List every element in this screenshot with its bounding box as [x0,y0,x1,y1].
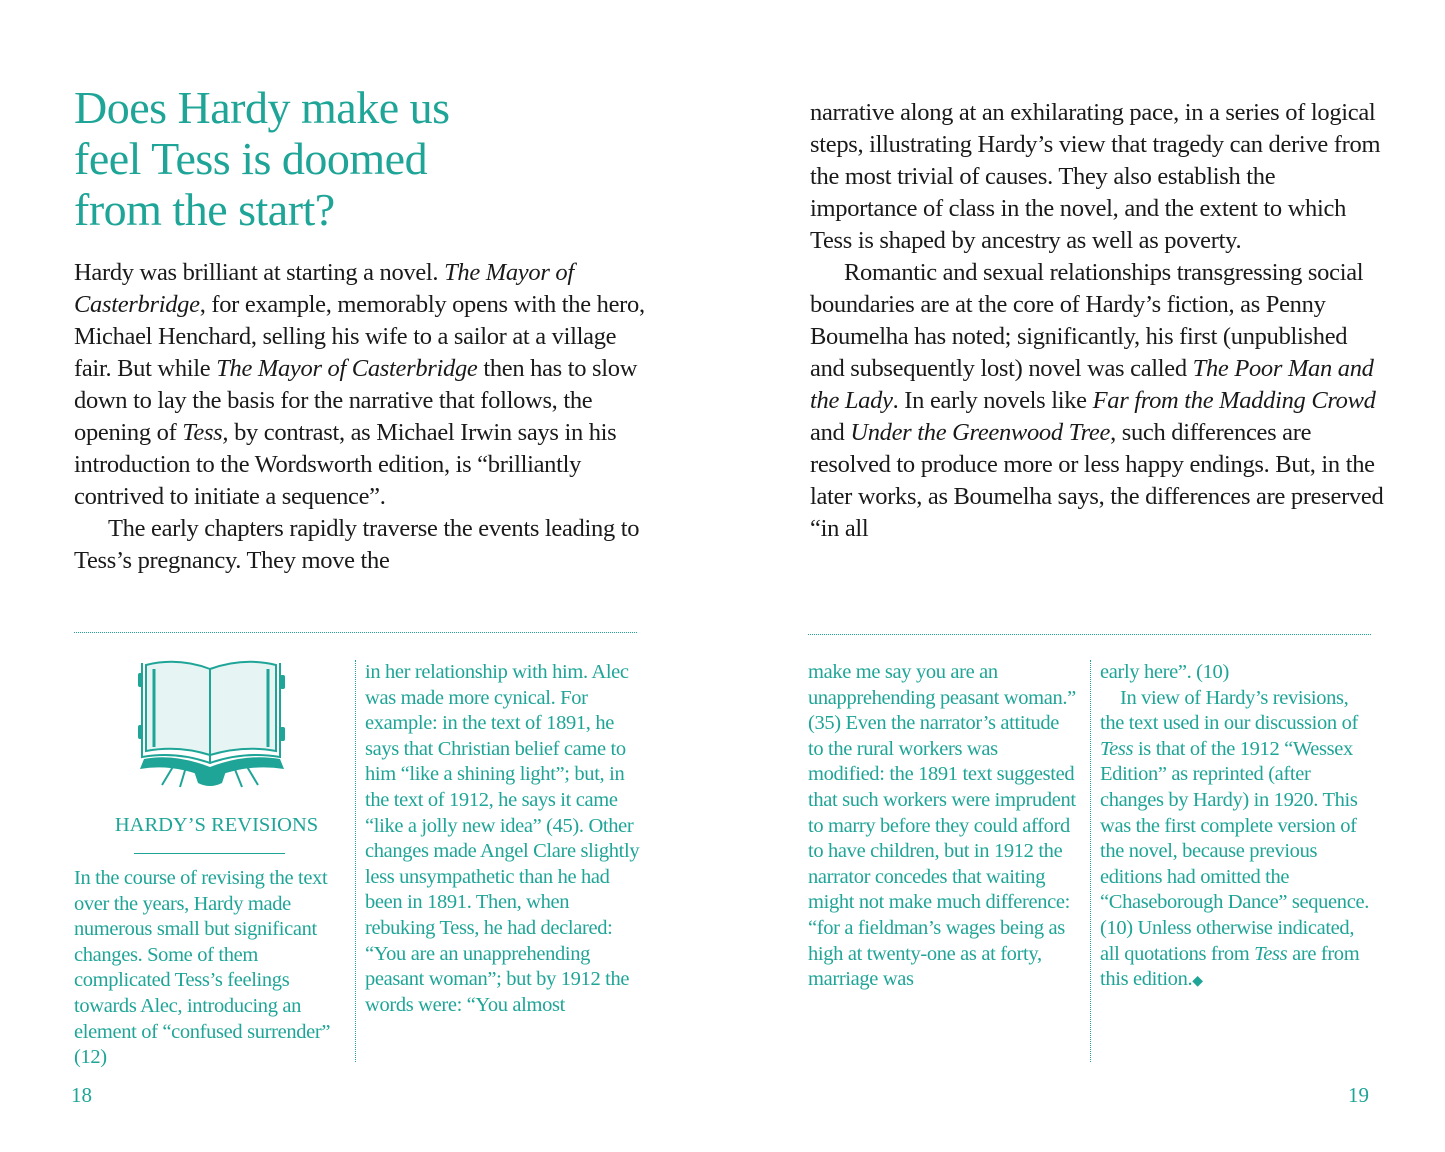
revisions-column-4 [1100,660,1375,995]
paragraph [74,866,346,1071]
paragraph [1100,686,1375,995]
italic-title: Tess [1100,737,1134,760]
italic-title: The Poor Man and the Lady [810,355,1374,414]
italic-title: Far from the Madding Crowd [1092,387,1376,414]
revisions-column-3 [808,660,1076,993]
paragraph [808,660,1076,993]
text-run: In the course of revising the text over the years, Hardy made numerous small but significant changes. Some of them complicated Tess’s feelings towards Alec, introducing an element of “confused surrender” (12) [74,867,331,1069]
text-run: narrative along at an exhilarating pace, in a series of logical steps, illustrating Hardy’s view that tragedy can derive from the most trivial of causes. They also establish the importance of class in the novel, and the extent to which Tess is shaped by ancestry as well as poverty. [810,99,1381,254]
heading-underline [134,853,285,854]
left-main-text [74,257,649,577]
text-run: early here”. (10) [1100,661,1229,683]
text-run: Romantic and sexual relationships transgressing social boundaries are at the core of Hardy’s fiction, as Penny Boumelha has noted; significantly, his first (unpublished and subsequently lost) novel was called [810,259,1364,382]
text-run: is that of the 1912 “Wessex Edition” as reprinted (after changes by Hardy) in 1920. This was the first complete version of the novel, because previous editions had omitted the “Chaseborough Dance” sequence. (10) Unless otherwise indicated, all quotations from [1100,737,1369,965]
paragraph [74,257,649,513]
italic-title: The Mayor of Casterbridge [74,259,574,318]
text-run: in her relationship with him. Alec was made more cynical. For example: in the text of 1891, he says that Christian belief came to him “like a shining light”; but, in the text of 1912, he says it came “like a jolly new idea” (45). Other changes made Angel Clare slightly less unsympathetic than he had been in 1891. Then, when rebuking Tess, he had declared: “You are an unapprehending peasant woman”; but by 1912 the words were: “You almost [365,661,640,1016]
page-number-left: 18 [71,1083,92,1107]
revisions-heading: HARDY’S REVISIONS [114,814,319,836]
text-run: , for example, memorably opens with the hero, Michael Henchard, selling his wife to a sailor at a village fair. But while [74,291,645,382]
text-run: In view of Hardy’s revisions, the text used in our discussion of [1100,686,1358,735]
text-run: Hardy was brilliant at starting a novel. [74,259,445,286]
column-divider [1090,660,1091,1062]
open-book-icon [134,655,290,789]
text-run: make me say you are an unapprehending peasant woman.” (35) Even the narrator’s attitude to the rural workers was modified: the 1891 text suggested that such workers were imprudent to marry before they could afford to have children, but in 1912 the narrator concedes that waiting might not make much difference: “for a fieldman’s wages being as high at twenty-one as at forty, marriage was [808,661,1076,991]
section-divider [74,632,637,633]
title-line: feel Tess is doomed [74,133,428,184]
text-run: , such differences are resolved to produce more or less happy endings. But, in the later works, as Boumelha says, the differences are preserved “in all [810,419,1384,542]
text-run: The early chapters rapidly traverse the events leading to Tess’s pregnancy. They move the [74,515,640,574]
text-run: and [810,419,851,446]
column-divider [355,660,356,1062]
paragraph [365,660,643,1018]
italic-title: Tess, [182,419,229,446]
paragraph [810,257,1385,545]
italic-title: Tess [1254,942,1288,965]
end-mark-icon: ◆ [1192,974,1203,990]
paragraph [74,513,649,577]
text-run: then has to slow down to lay the basis for the narrative that follows, the opening of [74,355,638,446]
text-run: . In early novels like [892,387,1093,414]
text-run: by contrast, as Michael Irwin says in his introduction to the Wordsworth edition, is “brilliantly contrived to initiate a sequence”. [74,419,617,510]
title-line: from the start? [74,184,335,235]
title-line: Does Hardy make us [74,82,450,133]
revisions-column-1 [74,866,346,1071]
right-main-text [810,97,1385,545]
italic-title: The Mayor of Casterbridge [216,355,478,382]
page-number-right: 19 [1348,1083,1369,1107]
revisions-column-2 [365,660,643,1018]
paragraph-text [1100,687,1369,991]
section-divider [808,634,1371,635]
paragraph [1100,660,1375,686]
paragraph [810,97,1385,257]
italic-title: Under the Greenwood Tree [850,419,1111,446]
page-title [74,82,594,235]
text-run: are from this edition. [1100,942,1360,991]
